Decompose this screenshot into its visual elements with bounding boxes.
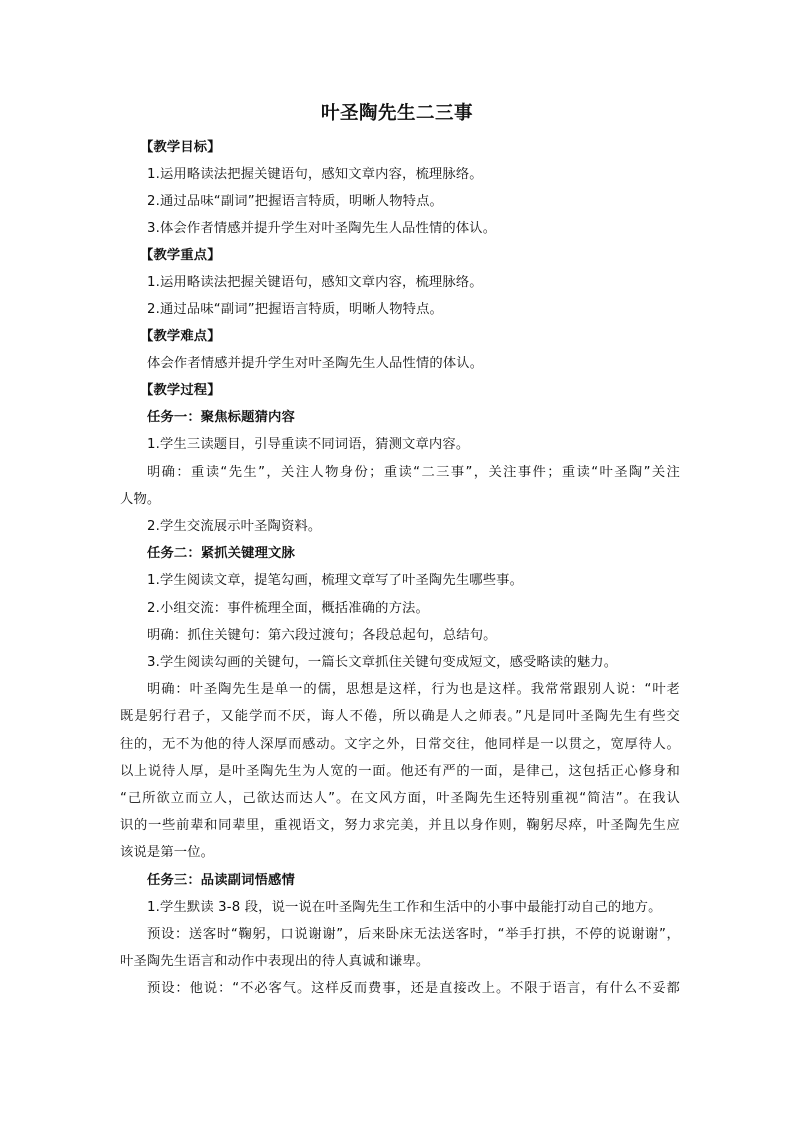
paragraph-line: 人物。 [120, 492, 161, 507]
difficulty-heading: 【教学难点】 [140, 329, 221, 344]
process-heading: 【教学过程】 [140, 383, 221, 398]
task3-heading: 任务三：品读副词悟感情 [147, 873, 295, 888]
page-title: 叶圣陶先生二三事 [320, 103, 473, 124]
paragraph-line: 往的，无不为他的待人深厚而感动。文字之外，日常交往，他同样是一以贯之，宽厚待人。 [120, 737, 680, 752]
paragraph-line: 该说是第一位。 [120, 845, 215, 860]
task2-heading: 任务二：紧抓关键理文脉 [147, 546, 295, 561]
key-item: 1.运用略读法把握关键语句，感知文章内容，梳理脉络。 [147, 275, 483, 290]
paragraph-line: 明确：叶圣陶先生是单一的儒，思想是这样，行为也是这样。我常常跟别人说：“叶老 [147, 682, 680, 697]
paragraph-line: 2.小组交流：事件梳理全面，概括准确的方法。 [147, 601, 429, 616]
goal-item: 1.运用略读法把握关键语句，感知文章内容，梳理脉络。 [147, 167, 483, 182]
paragraph-line: 1.学生三读题目，引导重读不同词语，猜测文章内容。 [147, 437, 470, 452]
paragraph-line: 既是躬行君子，又能学而不厌，诲人不倦，所以确是人之师表。”凡是同叶圣陶先生有些交 [120, 709, 680, 724]
paragraph-line: 1.学生阅读文章，提笔勾画，梳理文章写了叶圣陶先生哪些事。 [147, 573, 524, 588]
paragraph-line: 预设：送客时“鞠躬，口说谢谢”，后来卧床无法送客时，“举手打拱，不停的说谢谢”， [147, 927, 680, 942]
paragraph-line: 3.学生阅读勾画的关键句，一篇长文章抓住关键句变成短文，感受略读的魅力。 [147, 655, 618, 670]
paragraph-line: 2.学生交流展示叶圣陶资料。 [147, 519, 322, 534]
goal-item: 3.体会作者情感并提升学生对叶圣陶先生人品性情的体认。 [147, 221, 497, 236]
goals-heading: 【教学目标】 [140, 140, 221, 155]
key-item: 2.通过品味“副词”把握语言特质，明晰人物特点。 [147, 302, 444, 317]
paragraph-line: 明确：抓住关键句：第六段过渡句；各段总起句，总结句。 [147, 628, 497, 643]
paragraph-line: 明确：重读“先生”，关注人物身份；重读“二三事”，关注事件；重读“叶圣陶”关注 [147, 465, 680, 480]
key-heading: 【教学重点】 [140, 248, 221, 263]
paragraph-line: 预设：他说：“不必客气。这样反而费事，还是直接改上。不限于语言，有什么不妥都 [147, 981, 680, 996]
paragraph-line: 以上说待人厚，是叶圣陶先生为人宽的一面。他还有严的一面，是律己，这包括正心修身和 [120, 764, 680, 779]
paragraph-line: 1.学生默读 3-8 段，说一说在叶圣陶先生工作和生活中的小事中最能打动自己的地方。 [147, 900, 662, 915]
paragraph-line: 叶圣陶先生语言和动作中表现出的待人真诚和谦卑。 [120, 954, 430, 969]
paragraph-line: “己所欲立而立人，己欲达而达人”。在文风方面，叶圣陶先生还特别重视“简洁”。在我认 [120, 791, 680, 806]
paragraph-line: 识的一些前辈和同辈里，重视语文，努力求完美，并且以身作则，鞠躬尽瘁，叶圣陶先生应 [120, 818, 680, 833]
goal-item: 2.通过品味“副词”把握语言特质，明晰人物特点。 [147, 194, 444, 209]
task1-heading: 任务一：聚焦标题猜内容 [147, 410, 295, 425]
difficulty-text: 体会作者情感并提升学生对叶圣陶先生人品性情的体认。 [147, 356, 484, 371]
